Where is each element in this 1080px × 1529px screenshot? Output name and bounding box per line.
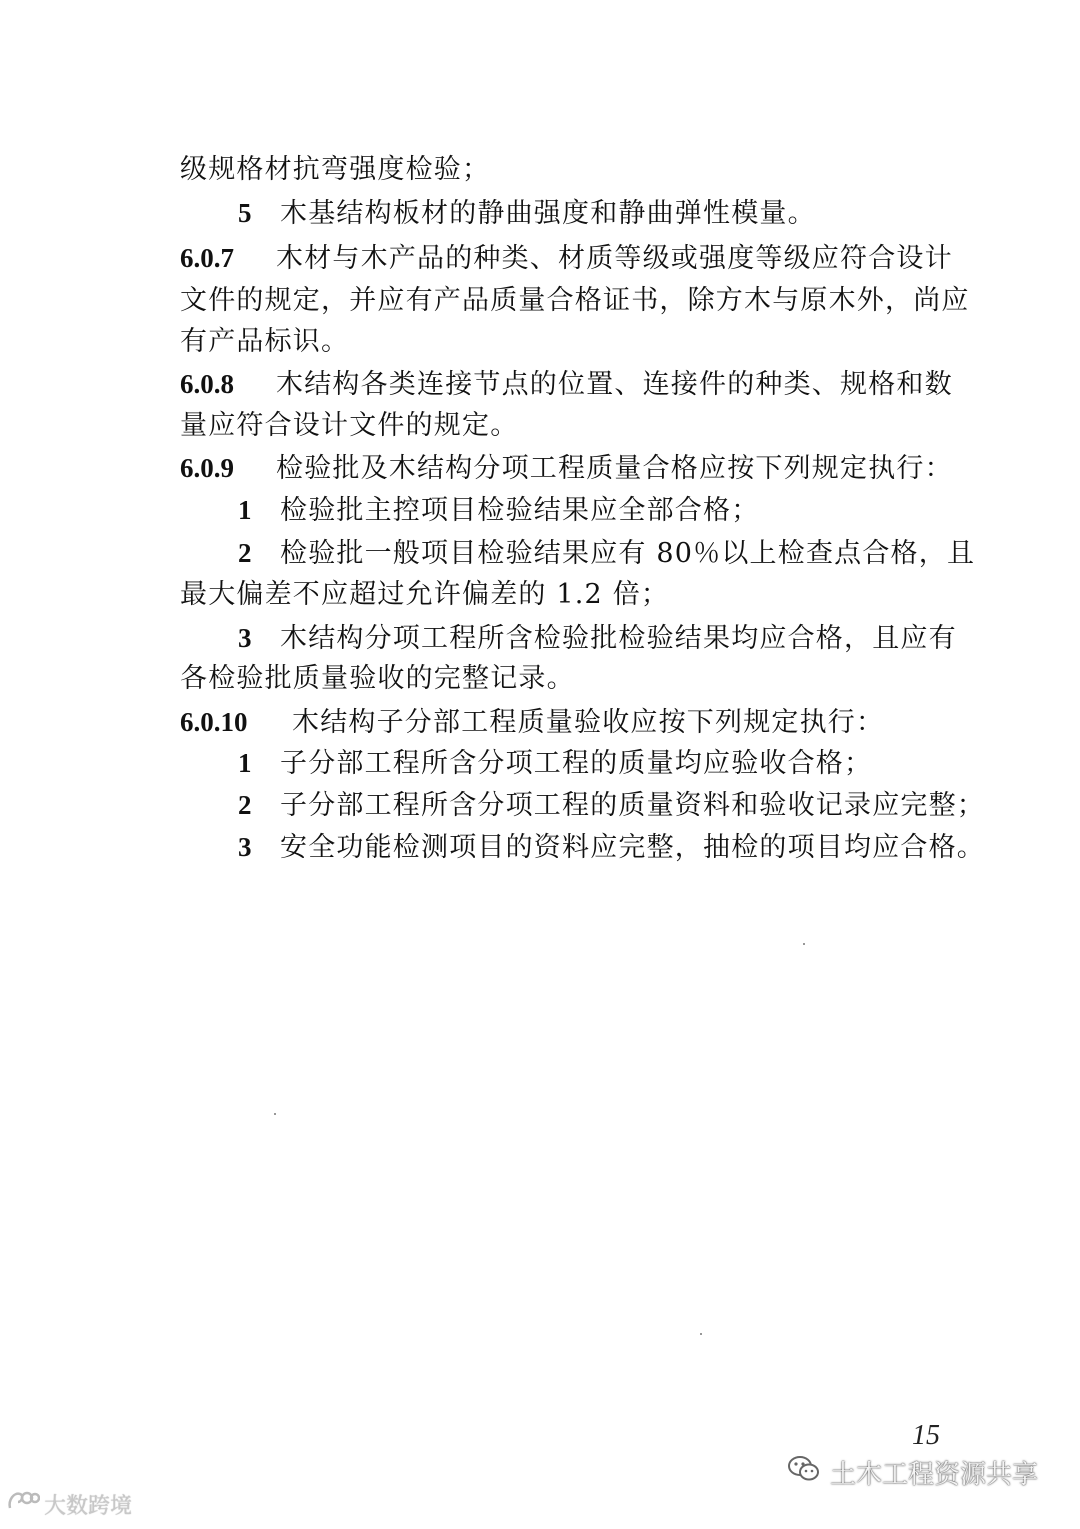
list-item (238, 618, 957, 659)
paragraph-text: 量应符合设计文件的规定。 (180, 410, 519, 441)
clause-text: 木结构各类连接节点的位置、连接件的种类、规格和数 (276, 369, 953, 400)
item-text: 检验批一般项目检验结果应有 80％以上检查点合格，且 (280, 538, 976, 569)
list-item (238, 785, 985, 826)
item-number: 1 (238, 495, 252, 525)
clause-6-0-7 (180, 238, 953, 279)
paragraph-text: 各检验批质量验收的完整记录。 (180, 663, 575, 694)
text-line (180, 575, 669, 615)
item-text: 子分部工程所含分项工程的质量均应验收合格； (280, 748, 873, 779)
paragraph-text: 级规格材抗弯强度检验； (180, 154, 491, 185)
item-number: 3 (238, 623, 252, 653)
item-number: 1 (238, 748, 252, 778)
clause-6-0-9 (180, 448, 953, 489)
list-item (238, 533, 975, 574)
clause-text: 木材与木产品的种类、材质等级或强度等级应符合设计 (276, 243, 953, 274)
text-line (180, 150, 490, 190)
item-text: 木结构分项工程所含检验批检验结果均应合格，且应有 (280, 623, 957, 654)
logo-icon (6, 1488, 40, 1520)
watermark-right-text: 土木工程资源共享 (830, 1460, 1039, 1490)
item-text: 子分部工程所含分项工程的质量资料和验收记录应完整； (280, 790, 985, 821)
item-text: 安全功能检测项目的资料应完整，抽检的项目均应合格。 (280, 832, 985, 863)
item-number: 2 (238, 790, 252, 820)
list-item (238, 193, 816, 234)
item-number: 3 (238, 832, 252, 862)
clause-number: 6.0.9 (180, 453, 234, 483)
list-item (238, 490, 759, 531)
clause-number: 6.0.10 (180, 707, 248, 737)
scan-speck (274, 1113, 276, 1115)
list-item (238, 827, 985, 868)
wechat-icon (786, 1454, 822, 1491)
text-line (180, 322, 349, 362)
item-number: 2 (238, 538, 252, 568)
scan-speck (700, 1333, 702, 1335)
clause-number: 6.0.8 (180, 369, 234, 399)
text-line (180, 281, 970, 321)
watermark-left-text: 大数跨境 (44, 1493, 133, 1519)
item-text: 检验批主控项目检验结果应全部合格； (280, 495, 760, 526)
clause-number: 6.0.7 (180, 243, 234, 273)
page-number: 15 (912, 1420, 940, 1451)
item-text: 木基结构板材的静曲强度和静曲弹性模量。 (280, 198, 816, 229)
clause-6-0-8 (180, 364, 953, 405)
clause-text: 检验批及木结构分项工程质量合格应按下列规定执行： (276, 453, 953, 484)
clause-6-0-10 (180, 702, 884, 743)
text-line (180, 659, 575, 699)
clause-text: 木结构子分部工程质量验收应按下列规定执行： (292, 707, 885, 738)
paragraph-text: 文件的规定，并应有产品质量合格证书，除方木与原木外，尚应 (180, 285, 970, 316)
text-line (180, 406, 518, 446)
watermark-left (6, 1488, 132, 1520)
paragraph-text: 有产品标识。 (180, 326, 350, 357)
paragraph-text: 最大偏差不应超过允许偏差的 1.2 倍； (180, 579, 670, 610)
scan-speck (803, 943, 805, 945)
watermark-right (786, 1454, 1038, 1491)
item-number: 5 (238, 198, 252, 228)
list-item (238, 743, 872, 784)
